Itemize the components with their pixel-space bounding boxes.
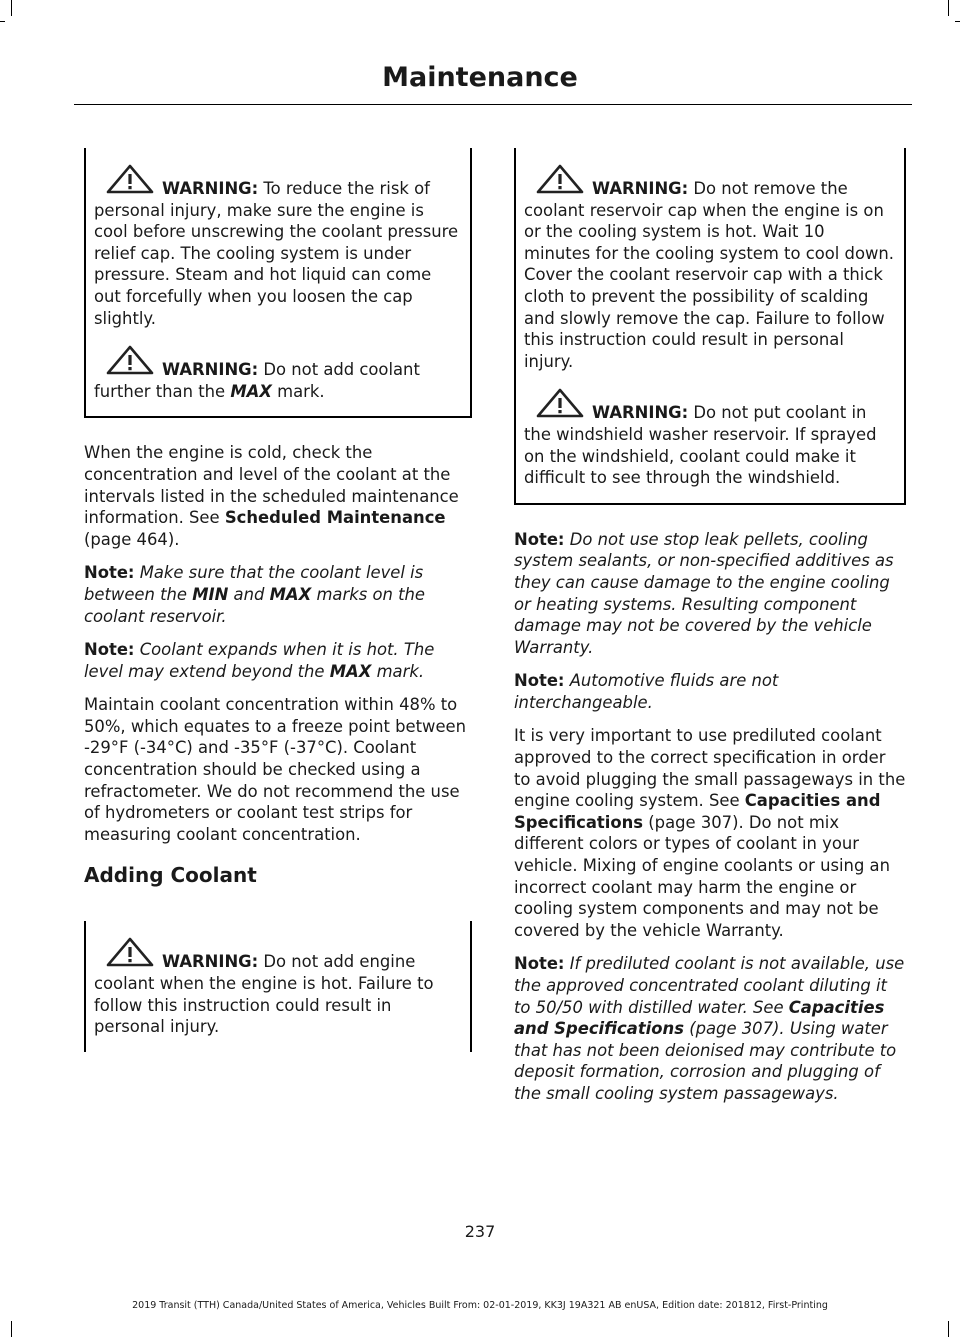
note-label: Note: xyxy=(514,529,565,549)
paragraph-text: When the engine is cold, check the concentration and level of the coolant at the intervals listed in the scheduled maintenance information. See xyxy=(84,443,459,528)
crop-mark xyxy=(0,21,5,22)
warning-triangle-icon xyxy=(534,388,586,420)
warning-text: Do not put coolant in the windshield washer reservoir. If sprayed on the windshield, coolant could make it difficult to see through the windshield. xyxy=(524,403,877,488)
warning-triangle-icon xyxy=(104,164,156,196)
note xyxy=(84,562,472,627)
warning-item xyxy=(94,345,462,402)
note xyxy=(84,639,472,682)
cross-reference-link[interactable]: Capacities and Specifications xyxy=(514,791,881,832)
warning-box xyxy=(514,148,906,505)
warning-item xyxy=(524,388,896,488)
note-text: mark. xyxy=(371,661,425,681)
crop-mark xyxy=(11,0,12,16)
note xyxy=(514,670,906,713)
paragraph xyxy=(514,725,906,941)
warning-label: WARNING: xyxy=(162,952,259,972)
page-title: Maintenance xyxy=(382,62,578,93)
note-text: and xyxy=(228,584,270,604)
note-text: Automotive fluids are not interchangeable. xyxy=(514,671,779,712)
note xyxy=(514,953,906,1104)
crop-mark xyxy=(948,0,949,16)
warning-label: WARNING: xyxy=(592,403,689,423)
warning-item xyxy=(94,164,462,329)
paragraph: Maintain coolant concentration within 48% to 50%, which equates to a freeze point between -29°F (-34°C) and -35°F (-37°C). Coolant concentration should be checked using a refractometer. We do not recommend the use of hydrometers or coolant test strips for measuring coolant concentration. xyxy=(84,695,467,844)
note-label: Note: xyxy=(514,671,565,691)
left-column xyxy=(84,148,472,1076)
min-mark: MIN xyxy=(192,584,229,604)
warning-text: Do not remove the coolant reservoir cap when the engine is on or the cooling system is hot. Wait 10 minutes for the cooling system to cool down. Cover the coolant reservoir cap with a thick cloth to prevent the possibility of scalding and slowly remove the cap. Failure to follow this instruction could result in personal injury. xyxy=(524,179,894,371)
warning-label: WARNING: xyxy=(162,179,259,198)
note-label: Note: xyxy=(84,640,135,660)
note-text: If prediluted coolant is not available, use the approved concentrated coolant diluting it to 50/50 with distilled water. See xyxy=(514,954,905,1017)
paragraph-text: (page 307). Do not mix different colors or types of coolant in your vehicle. Mixing of engine coolants or using an incorrect coolant may harm the engine or cooling system components and may not be covered by the vehicle Warranty. xyxy=(514,812,890,940)
note-text: marks on the coolant reservoir. xyxy=(84,584,425,626)
note-text: Coolant expands when it is hot. The level may extend beyond the xyxy=(84,640,435,681)
warning-text: To reduce the risk of personal injury, make sure the engine is cool before unscrewing the coolant pressure relief cap. The cooling system is under pressure. Steam and hot liquid can come out forcefully when you loosen the cap slightly. xyxy=(94,179,459,328)
warning-text: Do not add engine coolant when the engine is hot. Failure to follow this instruction could result in personal injury. xyxy=(94,952,434,1037)
warning-triangle-icon xyxy=(104,345,156,377)
note-text: Do not use stop leak pellets, cooling system sealants, or non-specified additives as they can cause damage to the engine cooling or heating systems. Resulting component damage may not be covered by the vehicle Warranty. xyxy=(514,529,894,657)
paragraph-text: It is very important to use prediluted coolant approved to the correct specification in order to avoid plugging the small passageways in the engine cooling system. See xyxy=(514,726,906,811)
warning-box xyxy=(84,921,472,1051)
max-mark: MAX xyxy=(269,584,312,604)
warning-box xyxy=(84,148,472,418)
note-label: Note: xyxy=(514,954,565,974)
note-label: Note: xyxy=(84,563,135,583)
header-divider xyxy=(74,104,912,105)
right-column xyxy=(514,148,906,1117)
note-text: Make sure that the coolant level is between the xyxy=(84,563,424,604)
warning-text: mark. xyxy=(271,381,325,401)
footer-edition-info: 2019 Transit (TTH) Canada/United States of America, Vehicles Built From: 02-01-2019, KK3J 19A321 AB enUSA, Edition date: 201812, First-Printing xyxy=(132,1300,828,1311)
max-mark: MAX xyxy=(230,381,272,401)
warning-item xyxy=(94,937,462,1037)
warning-label: WARNING: xyxy=(592,179,689,198)
section-heading: Adding Coolant xyxy=(84,863,257,888)
paragraph-text: (page 464). xyxy=(84,529,180,549)
paragraph xyxy=(84,442,472,550)
warning-triangle-icon xyxy=(104,937,156,969)
crop-mark xyxy=(955,21,960,22)
page-number: 237 xyxy=(464,1222,496,1241)
note xyxy=(514,529,906,659)
warning-text: Do not add coolant further than the xyxy=(94,360,420,401)
warning-item xyxy=(524,164,896,372)
cross-reference-link[interactable]: Scheduled Maintenance xyxy=(224,508,446,528)
crop-mark xyxy=(948,1321,949,1337)
warning-label: WARNING: xyxy=(162,360,259,380)
note-text: (page 307). Using water that has not been deionised may contribute to deposit formation, corrosion and plugging of the small cooling system passageways. xyxy=(514,1019,897,1103)
warning-triangle-icon xyxy=(534,164,586,196)
max-mark: MAX xyxy=(329,661,372,681)
crop-mark xyxy=(11,1321,12,1337)
cross-reference-link[interactable]: Capacities and Specifications xyxy=(514,997,885,1039)
